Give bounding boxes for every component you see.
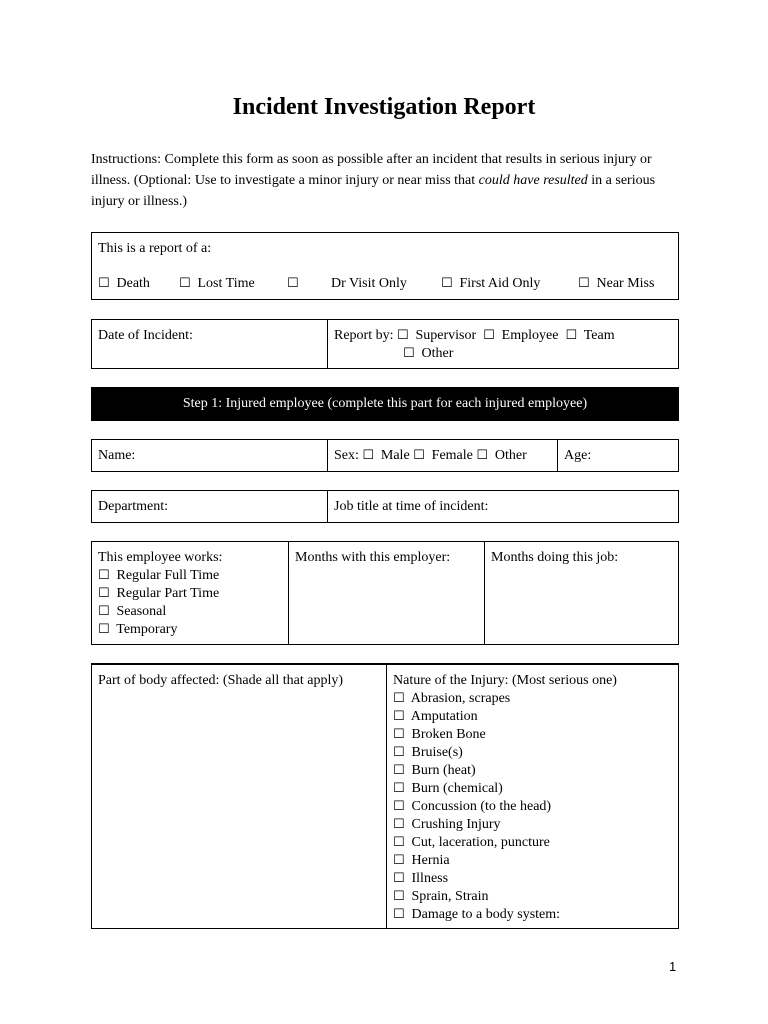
name-label: Name:: [98, 448, 136, 463]
checkbox-icon: ☐: [98, 586, 110, 601]
sex-other[interactable]: ☐ Other: [476, 448, 527, 463]
report-by-cell: [327, 320, 678, 368]
checkbox-icon: ☐: [393, 907, 405, 922]
incident-info-box: [91, 319, 679, 369]
report-type-near-miss[interactable]: ☐ Near Miss: [578, 276, 655, 291]
report-by-employee[interactable]: ☐ Employee: [483, 328, 559, 343]
nature-option[interactable]: ☐ Burn (chemical): [393, 781, 503, 796]
sex-label: Sex:: [334, 448, 359, 463]
checkbox-icon: ☐: [565, 328, 578, 343]
instructions-text: [91, 149, 691, 212]
checkbox-icon: ☐: [98, 276, 110, 291]
works-seasonal[interactable]: ☐ Seasonal: [98, 604, 167, 619]
checkbox-icon: ☐: [397, 328, 409, 343]
report-by-row: [334, 327, 672, 345]
checkbox-icon: ☐: [362, 448, 375, 463]
report-type-blank[interactable]: [287, 275, 302, 293]
months-job-cell[interactable]: [484, 542, 678, 644]
checkbox-icon: ☐: [393, 727, 405, 742]
nature-label: Nature of the Injury: (Most serious one): [393, 673, 617, 688]
checkbox-icon: ☐: [393, 781, 405, 796]
checkbox-icon: ☐: [98, 604, 110, 619]
instructions-suffix: in a serious injury or illness.): [91, 173, 656, 209]
checkbox-icon: ☐: [98, 568, 110, 583]
checkbox-icon: ☐: [393, 871, 405, 886]
checkbox-icon: ☐: [476, 448, 489, 463]
report-by-label: Report by:: [334, 328, 394, 343]
employment-box: [91, 541, 679, 645]
nature-option[interactable]: ☐ Concussion (to the head): [393, 799, 552, 814]
step1-header: Step 1: Injured employee (complete this part for each injured employee): [91, 387, 679, 421]
page-number: 1: [669, 959, 677, 974]
sex-cell: [327, 440, 549, 471]
works-temporary[interactable]: ☐ Temporary: [98, 622, 178, 637]
months-employer-label: Months with this employer:: [295, 550, 451, 565]
date-of-incident-label: Date of Incident:: [98, 328, 193, 343]
nature-option[interactable]: ☐ Illness: [393, 871, 449, 886]
checkbox-icon: ☐: [403, 346, 415, 361]
date-of-incident-cell[interactable]: [92, 320, 327, 368]
job-title-label: Job title at time of incident:: [334, 499, 489, 514]
months-employer-cell[interactable]: [288, 542, 484, 644]
report-by-supervisor[interactable]: ☐ Supervisor: [397, 328, 477, 343]
checkbox-icon: ☐: [441, 276, 453, 291]
checkbox-icon: ☐: [483, 328, 495, 343]
checkbox-icon: ☐: [393, 763, 405, 778]
age-cell[interactable]: [557, 440, 678, 471]
nature-cell: [386, 665, 678, 928]
sex-male[interactable]: ☐ Male: [362, 448, 410, 463]
checkbox-icon: ☐: [179, 276, 191, 291]
sex-female[interactable]: ☐ Female: [413, 448, 473, 463]
employee-name-box: [91, 439, 679, 472]
department-box: [91, 490, 679, 523]
instructions-prefix: Instructions: Complete this form as soon as possible after an incident that results in serious injury or illness. (Optional: Use to investigate a minor injury or near miss that: [91, 152, 652, 188]
works-cell: [92, 542, 288, 644]
checkbox-icon: ☐: [393, 817, 405, 832]
body-part-cell[interactable]: [92, 665, 386, 928]
age-label: Age:: [564, 448, 592, 463]
job-title-cell[interactable]: [327, 491, 678, 522]
injury-box: [91, 663, 679, 929]
report-type-death[interactable]: ☐ Death: [98, 276, 150, 291]
nature-option[interactable]: ☐ Burn (heat): [393, 763, 476, 778]
checkbox-icon: ☐: [393, 853, 405, 868]
report-by-team[interactable]: ☐ Team: [565, 328, 615, 343]
checkbox-icon: ☐: [287, 276, 299, 291]
nature-option[interactable]: ☐ Abrasion, scrapes: [393, 691, 511, 706]
months-job-label: Months doing this job:: [491, 550, 619, 565]
nature-option[interactable]: ☐ Broken Bone: [393, 727, 486, 742]
checkbox-icon: ☐: [393, 799, 405, 814]
works-full-time[interactable]: ☐ Regular Full Time: [98, 568, 220, 583]
checkbox-icon: ☐: [578, 276, 590, 291]
checkbox-icon: ☐: [393, 889, 405, 904]
report-type-first-aid[interactable]: ☐ First Aid Only: [441, 276, 541, 291]
department-cell[interactable]: [92, 491, 327, 522]
checkbox-icon: ☐: [413, 448, 425, 463]
report-type-lost-time[interactable]: ☐ Lost Time: [179, 276, 255, 291]
report-type-box: [91, 232, 679, 300]
body-part-label: Part of body affected: (Shade all that apply): [98, 673, 344, 688]
instructions-emphasis: could have resulted: [478, 173, 588, 188]
works-label: This employee works:: [98, 550, 223, 565]
nature-option[interactable]: ☐ Sprain, Strain: [393, 889, 489, 904]
checkbox-icon: ☐: [98, 622, 110, 637]
report-by-other[interactable]: ☐ Other: [403, 346, 454, 361]
nature-option[interactable]: ☐ Bruise(s): [393, 745, 463, 760]
report-type-label: This is a report of a:: [98, 241, 212, 256]
checkbox-icon: ☐: [393, 835, 405, 850]
checkbox-icon: ☐: [393, 745, 405, 760]
name-cell[interactable]: [92, 440, 327, 471]
nature-option[interactable]: ☐ Hernia: [393, 853, 450, 868]
checkbox-icon: ☐: [393, 709, 405, 724]
nature-option[interactable]: ☐ Crushing Injury: [393, 817, 501, 832]
department-label: Department:: [98, 499, 168, 514]
report-type-dr-visit: Dr Visit Only: [331, 276, 407, 291]
checkbox-icon: ☐: [393, 691, 405, 706]
works-part-time[interactable]: ☐ Regular Part Time: [98, 586, 220, 601]
nature-option[interactable]: ☐ Amputation: [393, 709, 478, 724]
nature-option[interactable]: ☐ Cut, laceration, puncture: [393, 835, 550, 850]
nature-option[interactable]: ☐ Damage to a body system:: [393, 907, 561, 922]
page-title: Incident Investigation Report: [232, 94, 536, 120]
